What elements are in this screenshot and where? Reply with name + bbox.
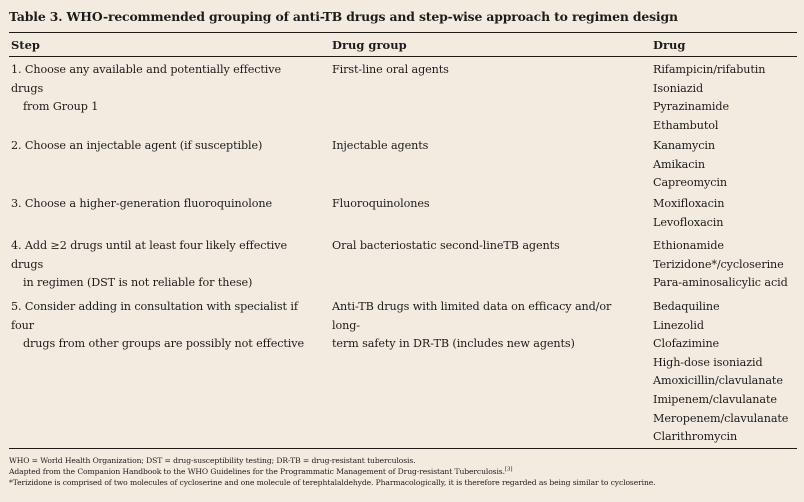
drug-item: Ethionamide [653, 239, 724, 252]
bottom-rule [9, 448, 797, 449]
drugs-cell [653, 61, 803, 135]
drug-item: Bedaquiline [653, 300, 720, 313]
drug-item: Amoxicillin/clavulanate [653, 374, 783, 388]
top-rule [9, 32, 797, 33]
drug-item: Clofazimine [653, 337, 720, 351]
drug-group-cell [332, 61, 642, 80]
drug-item: Linezolid [653, 318, 704, 332]
drug-item: High-dose isoniazid [653, 355, 763, 369]
drug-group-text: Injectable agents [332, 139, 429, 152]
footnote-source-text: Adapted from the Companion Handbook to the WHO Guidelines for the Programmatic Management of Drug-resistant Tuberculosis. [9, 466, 505, 476]
drug-item: Terizidone*/cycloserine [653, 257, 784, 271]
step-cell [11, 137, 316, 156]
step-text: 4. Add ≥2 drugs until at least four likely effective drugs [11, 239, 288, 271]
drug-group-text: First-line oral agents [332, 63, 449, 76]
drug-item: Ethambutol [653, 118, 719, 132]
drug-item: Meropenem/clavulanate [653, 411, 789, 425]
footnote-abbreviations: WHO = World Health Organization; DST = drug-susceptibility testing; DR-TB = drug-resistant tuberculosis. [9, 456, 416, 465]
drug-group-cell [332, 137, 642, 156]
step-text: 2. Choose an injectable agent (if susceptible) [11, 139, 263, 152]
drug-item: Isoniazid [653, 81, 704, 95]
drug-group-cell [332, 237, 642, 256]
drugs-cell [653, 137, 803, 193]
drugs-cell [653, 298, 803, 447]
drug-item: Para-aminosalicylic acid [653, 276, 788, 290]
step-cell [11, 195, 316, 214]
drug-item: Moxifloxacin [653, 197, 725, 210]
drug-item: Clarithromycin [653, 430, 738, 444]
header-drug-group: Drug group [332, 38, 407, 52]
drugs-cell [653, 195, 803, 232]
drug-group-text: Fluoroquinolones [332, 197, 430, 210]
step-text: 5. Consider adding in consultation with specialist if four [11, 300, 298, 332]
drugs-cell [653, 237, 803, 293]
header-step: Step [11, 38, 40, 52]
drug-item: Rifampicin/rifabutin [653, 63, 766, 76]
footnote-source [9, 467, 655, 478]
drug-item: Amikacin [653, 157, 705, 171]
drug-group-cell [332, 195, 642, 214]
drug-group-text-cont: term safety in DR-TB (includes new agents) [332, 337, 575, 351]
drug-item: Imipenem/clavulanate [653, 392, 777, 406]
step-text-cont: drugs from other groups are possibly not effective [23, 337, 304, 351]
step-text: 1. Choose any available and potentially effective drugs [11, 63, 282, 95]
header-drug: Drug [653, 38, 686, 52]
drug-item: Capreomycin [653, 176, 727, 190]
step-text-cont: from Group 1 [23, 100, 99, 114]
footnote-reference: [3] [504, 466, 513, 473]
footnotes [9, 456, 655, 488]
footnote-terizidone: *Terizidone is comprised of two molecules of cycloserine and one molecule of terephtalaldehyde. Pharmacologically, it is therefore regarded as being similar to cycloserine. [9, 477, 656, 487]
drug-group-text: Oral bacteriostatic second-lineTB agents [332, 239, 560, 252]
step-cell [11, 298, 316, 354]
step-cell [11, 61, 316, 117]
step-text-cont: in regimen (DST is not reliable for these) [23, 276, 253, 290]
drug-item: Pyrazinamide [653, 100, 729, 114]
drug-item: Levofloxacin [653, 215, 724, 229]
step-text: 3. Choose a higher-generation fluoroquinolone [11, 197, 272, 210]
drug-group-cell [332, 298, 642, 354]
table-title: Table 3. WHO-recommended grouping of anti-TB drugs and step-wise approach to regimen design [9, 9, 678, 24]
drug-item: Kanamycin [653, 139, 715, 152]
step-cell [11, 237, 316, 293]
header-rule [9, 56, 797, 57]
drug-group-text: Anti-TB drugs with limited data on efficacy and/or long- [332, 300, 612, 332]
